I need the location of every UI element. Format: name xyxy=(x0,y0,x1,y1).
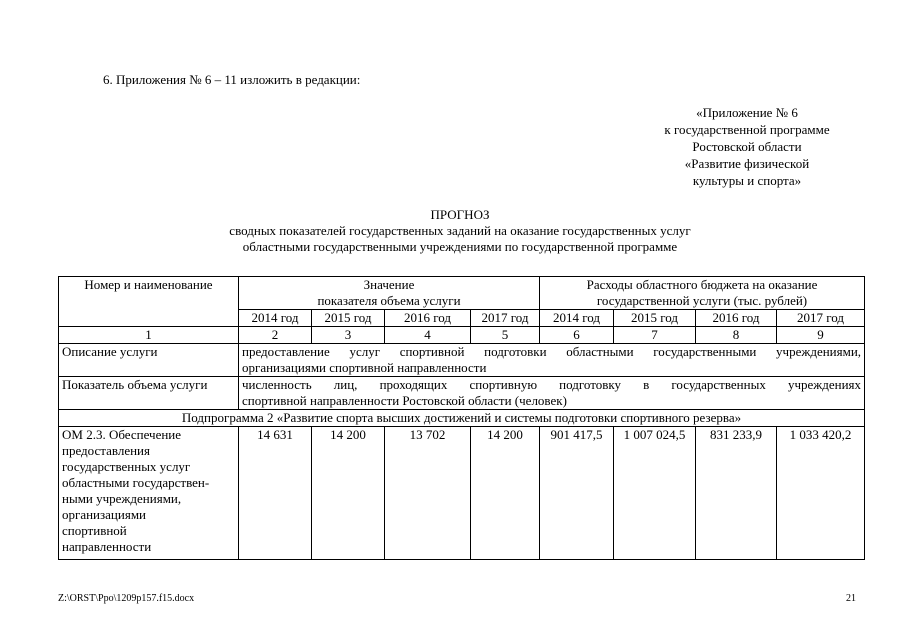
service-description-label: Описание услуги xyxy=(59,344,239,377)
column-number: 5 xyxy=(471,327,540,344)
appendix-line: «Развитие физической xyxy=(684,156,810,171)
header-name-cell: Номер и наименование xyxy=(59,277,239,327)
measure-name-line: ными учреждениями, xyxy=(62,491,182,506)
appendix-line: «Приложение № 6 xyxy=(696,105,798,120)
expense-value-2016: 831 233,9 xyxy=(696,427,777,560)
year-header: 2017 год xyxy=(471,310,540,327)
volume-value-2015: 14 200 xyxy=(312,427,385,560)
service-description-value xyxy=(239,344,865,377)
expense-value-2015: 1 007 024,5 xyxy=(614,427,696,560)
year-header: 2016 год xyxy=(696,310,777,327)
intro-paragraph: 6. Приложения № 6 – 11 изложить в редакции: xyxy=(103,72,361,87)
year-header: 2016 год xyxy=(385,310,471,327)
column-number: 9 xyxy=(777,327,865,344)
measure-name-line: организациями xyxy=(62,507,146,522)
year-header: 2014 год xyxy=(540,310,614,327)
subprogram-row: Подпрограмма 2 «Развитие спорта высших достижений и системы подготовки спортивного резерва» xyxy=(59,410,865,427)
column-number: 4 xyxy=(385,327,471,344)
measure-name-line: ОМ 2.3. Обеспечение xyxy=(62,427,182,442)
header-volume-group xyxy=(239,277,540,310)
column-number: 8 xyxy=(696,327,777,344)
volume-value-2017: 14 200 xyxy=(471,427,540,560)
document-heading xyxy=(150,207,770,255)
heading-line: сводных показателей государственных заданий на оказание государственных услуг xyxy=(229,223,691,238)
footer-file-path: Z:\ORST\Ppo\1209p157.f15.docx xyxy=(58,593,195,604)
appendix-line: культуры и спорта» xyxy=(692,173,802,188)
volume-indicator-value xyxy=(239,377,865,410)
expense-value-2017: 1 033 420,2 xyxy=(777,427,865,560)
measure-name-line: спортивной xyxy=(62,523,127,538)
measure-name-line: направленности xyxy=(62,539,152,554)
indicator-line: спортивной направленности Ростовской области (человек) xyxy=(242,393,567,408)
column-number: 2 xyxy=(239,327,312,344)
heading-title: ПРОГНОЗ xyxy=(430,207,490,222)
volume-value-2016: 13 702 xyxy=(385,427,471,560)
column-number: 6 xyxy=(540,327,614,344)
measure-name-line: областными государствен- xyxy=(62,475,210,490)
year-header: 2015 год xyxy=(312,310,385,327)
description-line: организациями спортивной направленности xyxy=(242,360,487,375)
column-number: 7 xyxy=(614,327,696,344)
indicator-line: численность лиц, проходящих спортивную подготовку в государственных учреждениях xyxy=(242,377,862,392)
forecast-table xyxy=(58,276,865,560)
description-line: предоставление услуг спортивной подготовки областными государственными учреждениями, xyxy=(242,344,862,359)
header-expense-group xyxy=(540,277,865,310)
header-text: государственной услуги (тыс. рублей) xyxy=(596,293,808,308)
column-number: 1 xyxy=(59,327,239,344)
appendix-header xyxy=(640,104,854,189)
appendix-line: к государственной программе xyxy=(664,122,830,137)
year-header: 2014 год xyxy=(239,310,312,327)
expense-value-2014: 901 417,5 xyxy=(540,427,614,560)
measure-name-line: предоставления xyxy=(62,443,150,458)
measure-name-cell xyxy=(59,427,239,560)
column-number: 3 xyxy=(312,327,385,344)
heading-line: областными государственными учреждениями по государственной программе xyxy=(242,239,678,254)
year-header: 2017 год xyxy=(777,310,865,327)
footer-page-number: 21 xyxy=(846,593,856,604)
header-text: показателя объема услуги xyxy=(317,293,461,308)
header-text: Расходы областного бюджета на оказание xyxy=(586,277,818,292)
volume-value-2014: 14 631 xyxy=(239,427,312,560)
measure-name-line: государственных услуг xyxy=(62,459,191,474)
header-text: Значение xyxy=(363,277,415,292)
year-header: 2015 год xyxy=(614,310,696,327)
volume-indicator-label: Показатель объема услуги xyxy=(59,377,239,410)
appendix-line: Ростовской области xyxy=(692,139,802,154)
